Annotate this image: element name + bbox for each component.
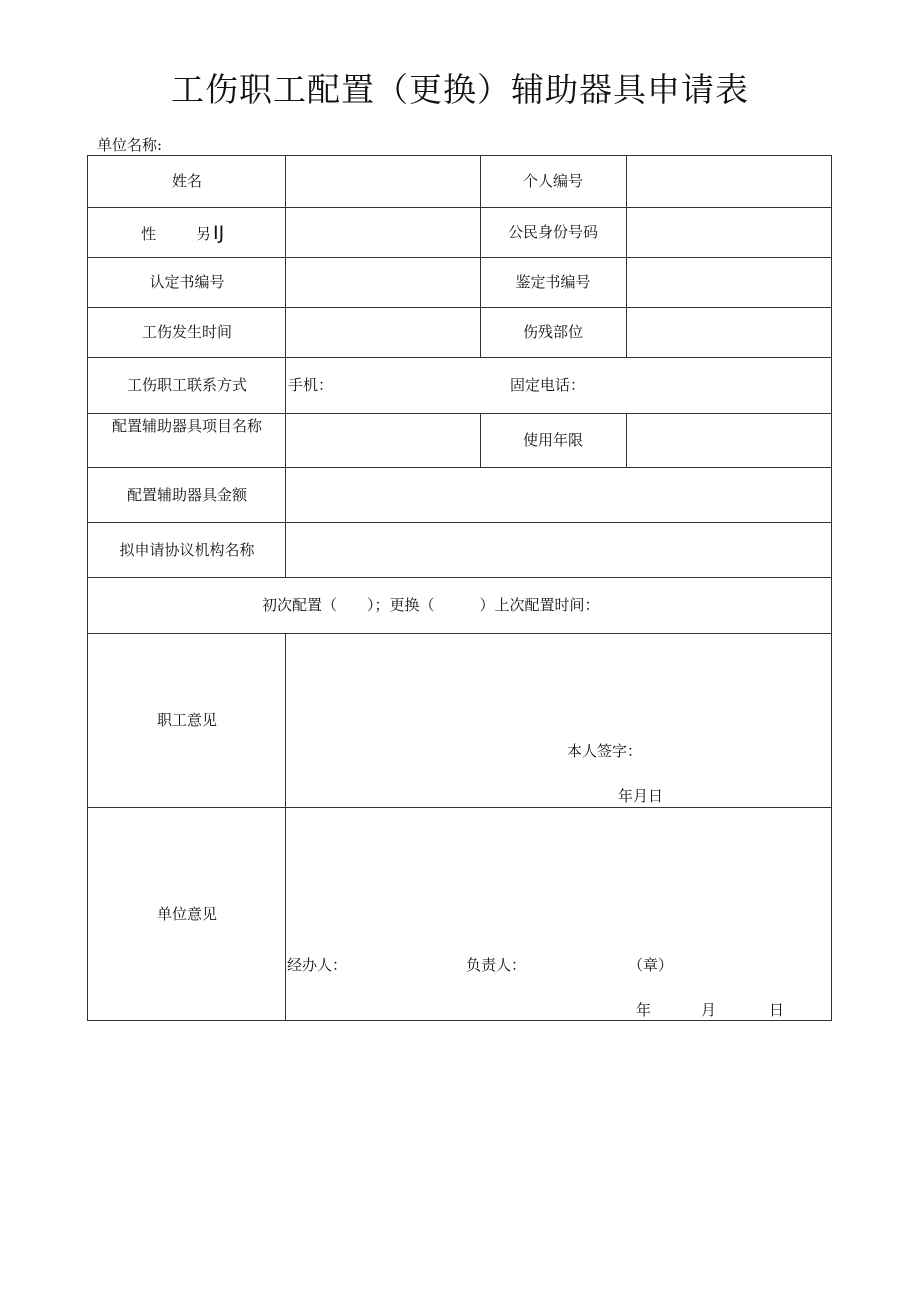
gender-label-ij: IJ xyxy=(213,222,225,244)
employee-signature-label: 本人签字： xyxy=(567,742,643,760)
unit-date-year: 年 xyxy=(636,1001,652,1019)
employee-opinion-label: 职工意见 xyxy=(156,711,218,729)
handler-label: 经办人： xyxy=(287,956,348,974)
unit-opinion-area[interactable] xyxy=(286,808,831,1020)
employee-date-label: 年月日 xyxy=(618,787,664,805)
device-name-field[interactable] xyxy=(286,414,480,467)
device-name-label: 配置辅助器具项目名称 xyxy=(111,417,263,435)
unit-date-day: 日 xyxy=(769,1001,785,1019)
id-no-label: 公民身份号码 xyxy=(507,223,599,241)
cert-no-field[interactable] xyxy=(286,258,480,307)
injury-part-label: 伤残部位 xyxy=(522,323,584,341)
landline-label[interactable]: 固定电话： xyxy=(510,376,586,394)
application-form-table xyxy=(87,155,832,1021)
cert-no-label: 认定书编号 xyxy=(149,273,225,291)
name-label: 姓名 xyxy=(171,172,203,190)
injury-time-field[interactable] xyxy=(286,308,480,357)
appraisal-no-field[interactable] xyxy=(627,258,831,307)
config-line: 初次配置（ ）；更换（ ）上次配置时间： xyxy=(262,596,600,614)
device-amount-label: 配置辅助器具金额 xyxy=(126,486,248,504)
leader-label: 负责人： xyxy=(466,956,527,974)
injury-time-label: 工伤发生时间 xyxy=(141,323,233,341)
appraisal-no-label: 鉴定书编号 xyxy=(515,273,591,291)
gender-field[interactable] xyxy=(286,208,480,257)
employee-opinion-area[interactable] xyxy=(286,634,831,807)
unit-opinion-label: 单位意见 xyxy=(156,905,218,923)
form-title: 工伤职工配置（更换）辅助器具申请表 xyxy=(171,70,749,109)
gender-label-left: 性 xyxy=(141,225,157,243)
unit-name-label: 单位名称: xyxy=(97,136,163,154)
use-years-field[interactable] xyxy=(627,414,831,467)
injury-part-field[interactable] xyxy=(627,308,831,357)
institution-field[interactable] xyxy=(286,523,831,577)
name-field[interactable] xyxy=(286,156,480,207)
personal-no-label: 个人编号 xyxy=(522,172,584,190)
contact-label: 工伤职工联系方式 xyxy=(126,376,248,394)
id-no-field[interactable] xyxy=(627,208,831,257)
seal-label: （章） xyxy=(628,956,674,974)
unit-date-month: 月 xyxy=(701,1001,717,1019)
institution-label: 拟申请协议机构名称 xyxy=(119,541,255,559)
personal-no-field[interactable] xyxy=(627,156,831,207)
device-amount-field[interactable] xyxy=(286,468,831,522)
use-years-label: 使用年限 xyxy=(522,431,584,449)
gender-label-right: 另 xyxy=(196,225,212,243)
mobile-label[interactable]: 手机： xyxy=(288,376,334,394)
